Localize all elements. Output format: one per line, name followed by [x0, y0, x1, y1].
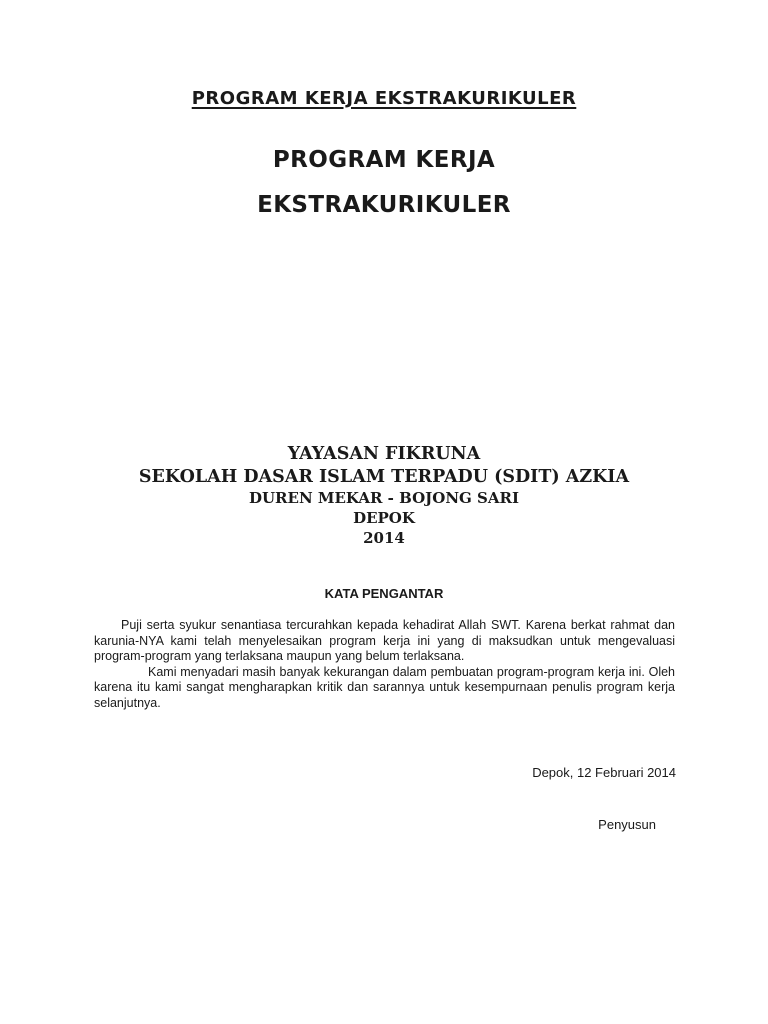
document-header [0, 88, 768, 109]
school-city: DEPOK [353, 509, 415, 527]
document-year: 2014 [363, 529, 405, 547]
school-name: SEKOLAH DASAR ISLAM TERPADU (SDIT) AZKIA [138, 467, 630, 487]
place-date: Depok, 12 Februari 2014 [532, 765, 676, 780]
foreword-body [94, 618, 675, 711]
foundation-name: YAYASAN FIKRUNA [287, 444, 481, 464]
main-title-line2: EKSTRAKURIKULER [257, 192, 511, 218]
document-header-title: PROGRAM KERJA EKSTRAKURIKULER [191, 88, 577, 109]
signer-label: Penyusun [598, 817, 656, 832]
foreword-heading: KATA PENGANTAR [324, 586, 444, 601]
foreword-paragraph-1: Puji serta syukur senantiasa tercurahkan kepada kehadirat Allah SWT. Karena berkat rahmat dan karunia-NYA kami telah menyelesaikan program kerja ini yang di maksudkan untuk mengevaluasi program-program yang terlaksana maupun yang belum terlaksana. [94, 618, 675, 663]
school-address: DUREN MEKAR - BOJONG SARI [248, 489, 520, 507]
main-title-line1: PROGRAM KERJA [272, 147, 496, 173]
foreword-paragraph-2: Kami menyadari masih banyak kekurangan dalam pembuatan program-program kerja ini. Oleh karena itu kami sangat mengharapkan kritik dan sarannya untuk kesempurnaan penulis program kerja selanjutnya. [94, 664, 675, 710]
